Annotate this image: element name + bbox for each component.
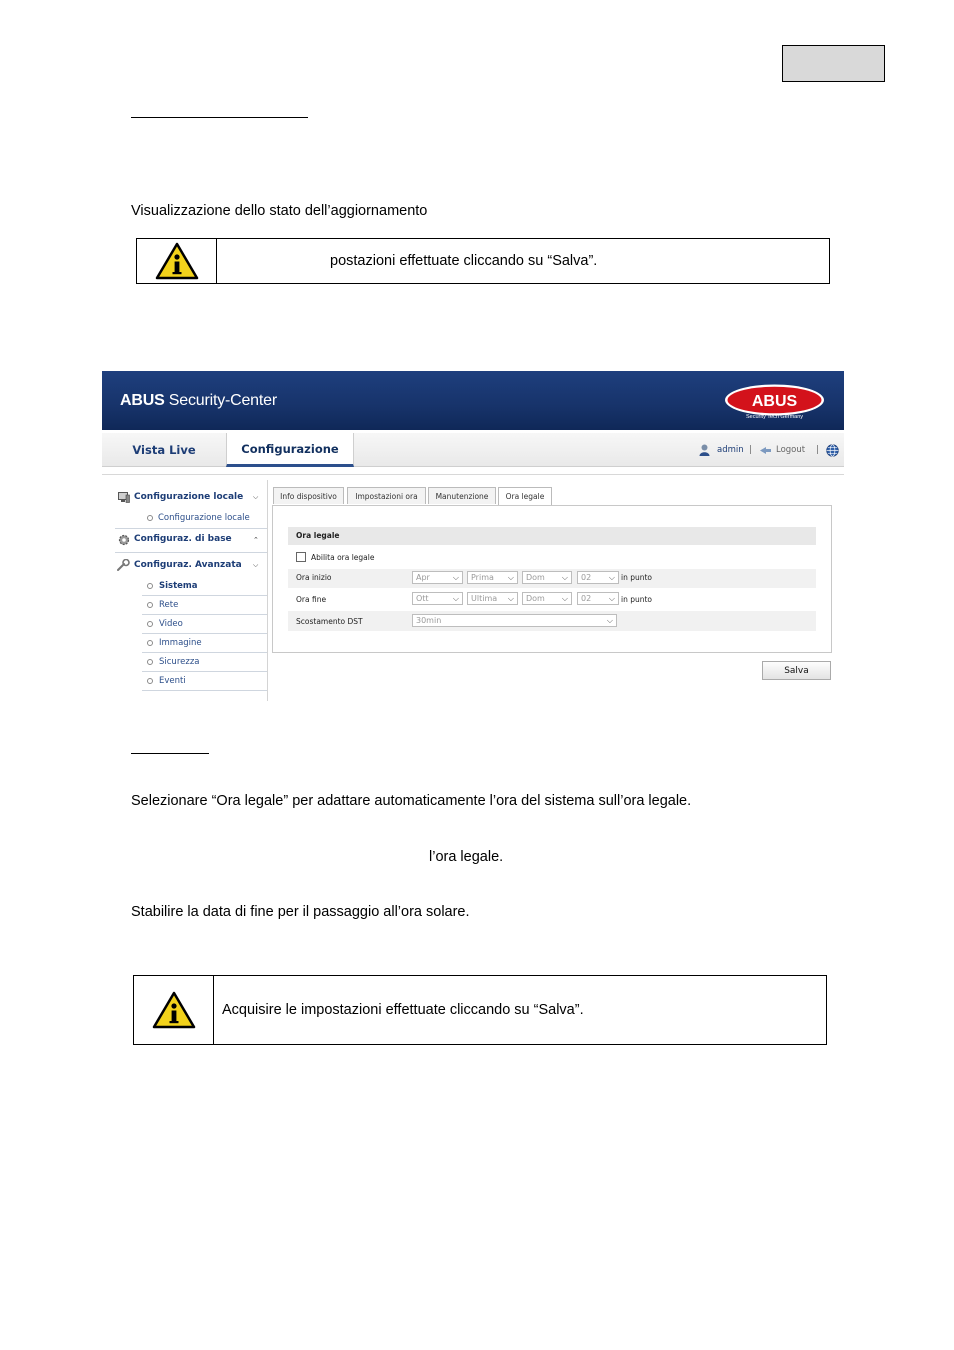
logout-link[interactable]: Logout (776, 445, 806, 455)
logout-icon (759, 446, 772, 455)
tab-vista-live[interactable]: Vista Live (132, 443, 196, 457)
start-day-select[interactable]: Dom ⌵ (522, 571, 572, 584)
chevron-up-icon[interactable]: ⌃ (253, 536, 259, 544)
chevron-down-icon[interactable]: ⌵ (253, 561, 259, 569)
dst-offset-select[interactable]: 30min ⌵ (412, 614, 617, 627)
note-1-text: postazioni effettuate cliccando su “Salva”. (330, 253, 598, 269)
paragraph-2: l’ora legale. (429, 849, 504, 865)
enable-dst-label: Abilita ora legale (311, 553, 375, 562)
tab-configurazione[interactable]: Configurazione (226, 433, 354, 467)
chevron-down-icon: ⌵ (452, 573, 459, 582)
chevron-down-icon: ⌵ (507, 594, 514, 603)
svg-text:Security Tech Germany: Security Tech Germany (745, 414, 804, 420)
warning-info-icon (155, 242, 199, 280)
end-month-select[interactable]: Ott ⌵ (412, 592, 463, 605)
svg-text:ABUS: ABUS (751, 393, 798, 410)
wrench-icon (117, 559, 130, 571)
chevron-down-icon: ⌵ (561, 594, 568, 603)
note-box-1 (136, 238, 830, 284)
save-button[interactable]: Salva (762, 661, 831, 680)
bullet-icon (147, 640, 153, 646)
start-month-select[interactable]: Apr ⌵ (412, 571, 463, 584)
subtab-manutenzione[interactable]: Manutenzione (428, 487, 496, 504)
section-header-bar (288, 527, 816, 545)
chevron-down-icon: ⌵ (606, 616, 613, 625)
sidebar-item-sistema[interactable]: Sistema (159, 581, 198, 591)
chevron-down-icon: ⌵ (608, 573, 615, 582)
warning-info-icon (152, 991, 196, 1029)
paragraph-3: Stabilire la data di fine per il passaggio all’ora solare. (131, 904, 470, 920)
bullet-icon (147, 678, 153, 684)
top-nav (102, 433, 844, 467)
sidebar-divider (142, 595, 267, 596)
bullet-icon (147, 515, 153, 521)
chevron-down-icon: ⌵ (452, 594, 459, 603)
start-week-select[interactable]: Prima ⌵ (467, 571, 518, 584)
abus-screenshot (102, 371, 844, 701)
dst-offset-label: Scostamento DST (296, 617, 363, 626)
sidebar-item-eventi[interactable]: Eventi (159, 676, 186, 686)
language-tab-box (782, 45, 885, 82)
end-day-select[interactable]: Dom ⌵ (522, 592, 572, 605)
section-title: Ora legale (296, 531, 340, 540)
note-2-text: Acquisire le impostazioni effettuate cliccando su “Salva”. (222, 1002, 584, 1018)
sidebar-divider (142, 633, 267, 634)
bullet-icon (147, 602, 153, 608)
nav-separator-2: | (816, 445, 819, 455)
paragraph-1: Selezionare “Ora legale” per adattare automaticamente l’ora del sistema sull’ora legale. (131, 793, 692, 809)
bullet-icon (147, 583, 153, 589)
end-suffix: in punto (621, 595, 653, 604)
sidebar-item-configurazione-locale[interactable]: Configurazione locale (158, 513, 250, 523)
sidebar-divider (142, 690, 267, 691)
chevron-down-icon[interactable]: ⌵ (253, 493, 259, 501)
sidebar-divider (142, 671, 267, 672)
start-hour-select[interactable]: 02 ⌵ (577, 571, 619, 584)
user-icon (699, 444, 710, 456)
abus-logo (724, 383, 825, 421)
start-suffix: in punto (621, 573, 653, 582)
user-name[interactable]: admin (717, 445, 744, 455)
sidebar-group-configuraz-di-base[interactable]: Configuraz. di base (134, 534, 232, 544)
sidebar-divider (115, 528, 267, 529)
sidebar-item-sicurezza[interactable]: Sicurezza (159, 657, 200, 667)
bullet-icon (147, 659, 153, 665)
sidebar-item-immagine[interactable]: Immagine (159, 638, 202, 648)
nav-divider (102, 474, 844, 475)
end-label: Ora fine (296, 595, 327, 604)
subtab-info-dispositivo[interactable]: Info dispositivo (273, 487, 344, 504)
sidebar-divider (115, 552, 267, 553)
note-icon-cell (134, 976, 214, 1044)
gear-icon (118, 534, 130, 546)
chevron-down-icon: ⌵ (608, 594, 615, 603)
subtab-impostazioni-ora[interactable]: Impostazioni ora (347, 487, 426, 504)
nav-separator-1: | (749, 445, 752, 455)
subtab-ora-legale[interactable]: Ora legale (498, 487, 552, 505)
sidebar-group-configurazione-locale[interactable]: Configurazione locale (134, 492, 244, 502)
chevron-down-icon: ⌵ (507, 573, 514, 582)
heading-underline (131, 753, 209, 754)
heading-underline (131, 117, 308, 118)
start-label: Ora inizio (296, 573, 332, 582)
note-box-2 (133, 975, 827, 1045)
bullet-icon (147, 621, 153, 627)
chevron-down-icon: ⌵ (561, 573, 568, 582)
sidebar-divider (142, 652, 267, 653)
sidebar-group-configuraz-avanzata[interactable]: Configuraz. Avanzata (134, 560, 242, 570)
sidebar-item-rete[interactable]: Rete (159, 600, 179, 610)
intro-line: Visualizzazione dello stato dell’aggiornamento (131, 203, 428, 219)
ora-legale-panel (272, 505, 832, 653)
globe-icon[interactable] (826, 444, 839, 457)
sidebar-divider (142, 614, 267, 615)
enable-dst-checkbox[interactable] (296, 552, 306, 562)
app-title: ABUS Security-Center (120, 392, 277, 409)
sidebar-border (267, 480, 268, 701)
sidebar-item-video[interactable]: Video (159, 619, 183, 629)
note-icon-cell (137, 239, 217, 283)
end-week-select[interactable]: Ultima ⌵ (467, 592, 518, 605)
monitor-icon (118, 492, 130, 503)
app-banner (102, 371, 844, 430)
end-hour-select[interactable]: 02 ⌵ (577, 592, 619, 605)
